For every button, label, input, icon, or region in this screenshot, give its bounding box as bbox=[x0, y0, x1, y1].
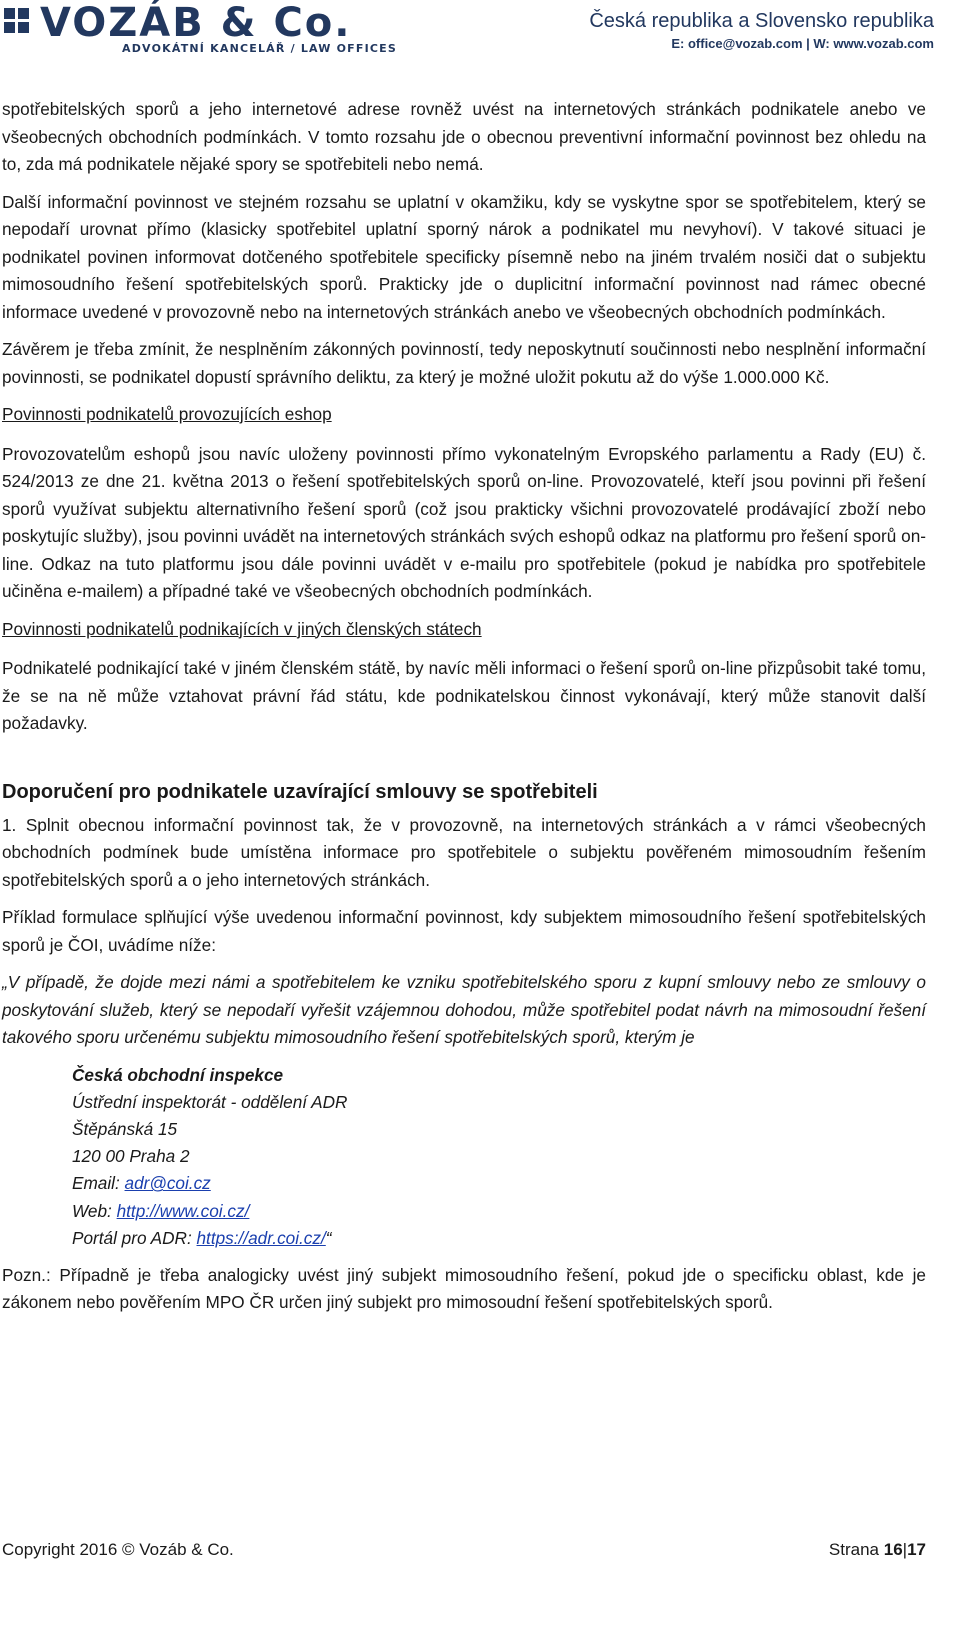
section-heading: Doporučení pro podnikatele uzavírající smlouvy se spotřebiteli bbox=[2, 780, 598, 803]
paragraph: Závěrem je třeba zmínit, že nesplněním zákonných povinností, tedy neposkytnutí součinnosti nebo nesplnění informační povinnosti, se podnikatel dopustí správního deliktu, za který je možné uložit pokutu až do výše 1.000.000 Kč. bbox=[2, 339, 926, 387]
logo-name: VOZÁB & Co. bbox=[40, 0, 352, 46]
page-footer bbox=[2, 1540, 926, 1568]
header-countries: Česká republika a Slovensko republika bbox=[589, 10, 934, 32]
email-link[interactable]: adr@coi.cz bbox=[124, 1173, 211, 1194]
page-separator: | bbox=[902, 1540, 908, 1559]
web-link[interactable]: http://www.coi.cz/ bbox=[116, 1200, 250, 1221]
logo-tagline: ADVOKÁTNÍ KANCELÁŘ / LAW OFFICES bbox=[122, 42, 398, 55]
page-label: Strana bbox=[828, 1540, 884, 1559]
email-label: Email: bbox=[72, 1173, 125, 1194]
paragraph: 1. Splnit obecnou informační povinnost tak, že v provozovně, na internetových stránkách a v rámci všeobecných obchodních podmínek bude umístěna informace pro spotřebitele o subjektu pověřeném mimosoudním řešením spotřebitelských sporů a o jeho internetových stránkách. bbox=[2, 814, 926, 890]
paragraph: Příklad formulace splňující výše uvedenou informační povinnost, kdy subjektem mimosoudního řešení spotřebitelských sporů je ČOI, uvádíme níže: bbox=[2, 907, 926, 955]
paragraph: spotřebitelských sporů a jeho internetové adrese rovněž uvést na internetových stránkách podnikatele anebo ve všeobecných obchodních podmínkách. V tomto rozsahu jde o obecnou preventivní informační povinnost bez ohledu na to, zda má podnikatele nějaké spory se spotřebiteli nebo nemá. bbox=[2, 99, 926, 174]
address-street: Štěpánská 15 bbox=[72, 1118, 178, 1139]
page-current: 16 bbox=[883, 1540, 903, 1559]
header-contact: E: office@vozab.com | W: www.vozab.com bbox=[671, 36, 934, 51]
quote-paragraph: „V případě, že dojde mezi námi a spotřebitelem ke vzniku spotřebitelského sporu z kupní smlouvy nebo ze smlouvy o poskytování služeb, který se nepodaří vyřešit vzájemnou dohodou, může spotřebitel podat návrh na mimosoudní řešení takového sporu určenému subjektu mimosoudního řešení spotřebitelských sporů, kterým je bbox=[2, 972, 926, 1047]
note-paragraph: Pozn.: Případně je třeba analogicky uvést jiný subjekt mimosoudního řešení, pokud jde o specificku oblast, kde je zákonem nebo pověřením MPO ČR určen jiný subjekt pro mimosoudní řešení spotřebitelských sporů. bbox=[2, 1264, 926, 1313]
portal-label: Portál pro ADR: bbox=[72, 1227, 197, 1248]
page-number bbox=[829, 1540, 926, 1560]
document-body bbox=[2, 96, 926, 1327]
portal-link[interactable]: https://adr.coi.cz/ bbox=[196, 1227, 326, 1248]
address-dept: Ústřední inspektorát - oddělení ADR bbox=[72, 1091, 348, 1112]
logo-squares-icon bbox=[4, 8, 30, 34]
paragraph: Další informační povinnost ve stejném rozsahu se uplatní v okamžiku, kdy se vyskytne spor se spotřebitelem, který se nepodaří urovnat přímo (klasicky spotřebitel uplatní sporný nárok a podnikatel mu nevyhoví). V takové situaci je podnikatel povinen informovat dotčeného spotřebitele specificky písemně nebo na jiném trvalém nosiči dat o subjektu mimosoudního řešení spotřebitelských sporů. Prakticky jde o duplicitní informační povinnost nad rámec obecné informace uvedené v provozovně nebo na internetových stránkách anebo ve všeobecných obchodních podmínkách. bbox=[2, 191, 926, 322]
footer-copyright: Copyright 2016 © Vozáb & Co. bbox=[2, 1540, 234, 1559]
address-portal-line bbox=[72, 1225, 926, 1252]
paragraph: Provozovatelům eshopů jsou navíc uloženy povinnosti přímo vykonatelným Evropského parlamentu a Rady (EU) č. 524/2013 ze dne 21. května 2013 o řešení spotřebitelských sporů on-line. Provozovatelé, kteří jsou povinni při řešení sporů využívat subjektu alternativního řešení sporů (což jsou prakticky všichni provozovatelé prodávající zboží nebo poskytujíc služby), jsou povinni uvádět na internetových stránkách svých eshopů odkaz na platformu pro řešení sporů on-line. Odkaz na tuto platformu jsou dále povinni uvádět v e-mailu pro spotřebitele (pokud je nabídka pro spotřebitele učiněna e-mailem) a případné také ve všeobecných obchodních podmínkách. bbox=[2, 443, 926, 601]
address-email-line bbox=[72, 1170, 926, 1197]
address-block bbox=[72, 1062, 926, 1252]
page-header bbox=[0, 0, 960, 62]
section-subheading: Povinnosti podnikatelů provozujících eshop bbox=[2, 404, 332, 424]
address-org: Česká obchodní inspekce bbox=[72, 1064, 284, 1085]
paragraph: Podnikatelé podnikající také v jiném členském státě, by navíc měli informaci o řešení sporů on-line přizpůsobit také tomu, že se na ně může vztahovat právní řád státu, kde podnikatelskou činnost vykonávají, který může stanovit další požadavky. bbox=[2, 658, 926, 733]
address-city: 120 00 Praha 2 bbox=[72, 1146, 190, 1167]
page-total: 17 bbox=[907, 1540, 926, 1559]
address-web-line bbox=[72, 1198, 926, 1225]
header-info bbox=[589, 8, 934, 51]
section-subheading: Povinnosti podnikatelů podnikajících v jiných členských státech bbox=[2, 618, 482, 639]
closing-quote: “ bbox=[325, 1227, 332, 1248]
web-label: Web: bbox=[72, 1200, 117, 1221]
